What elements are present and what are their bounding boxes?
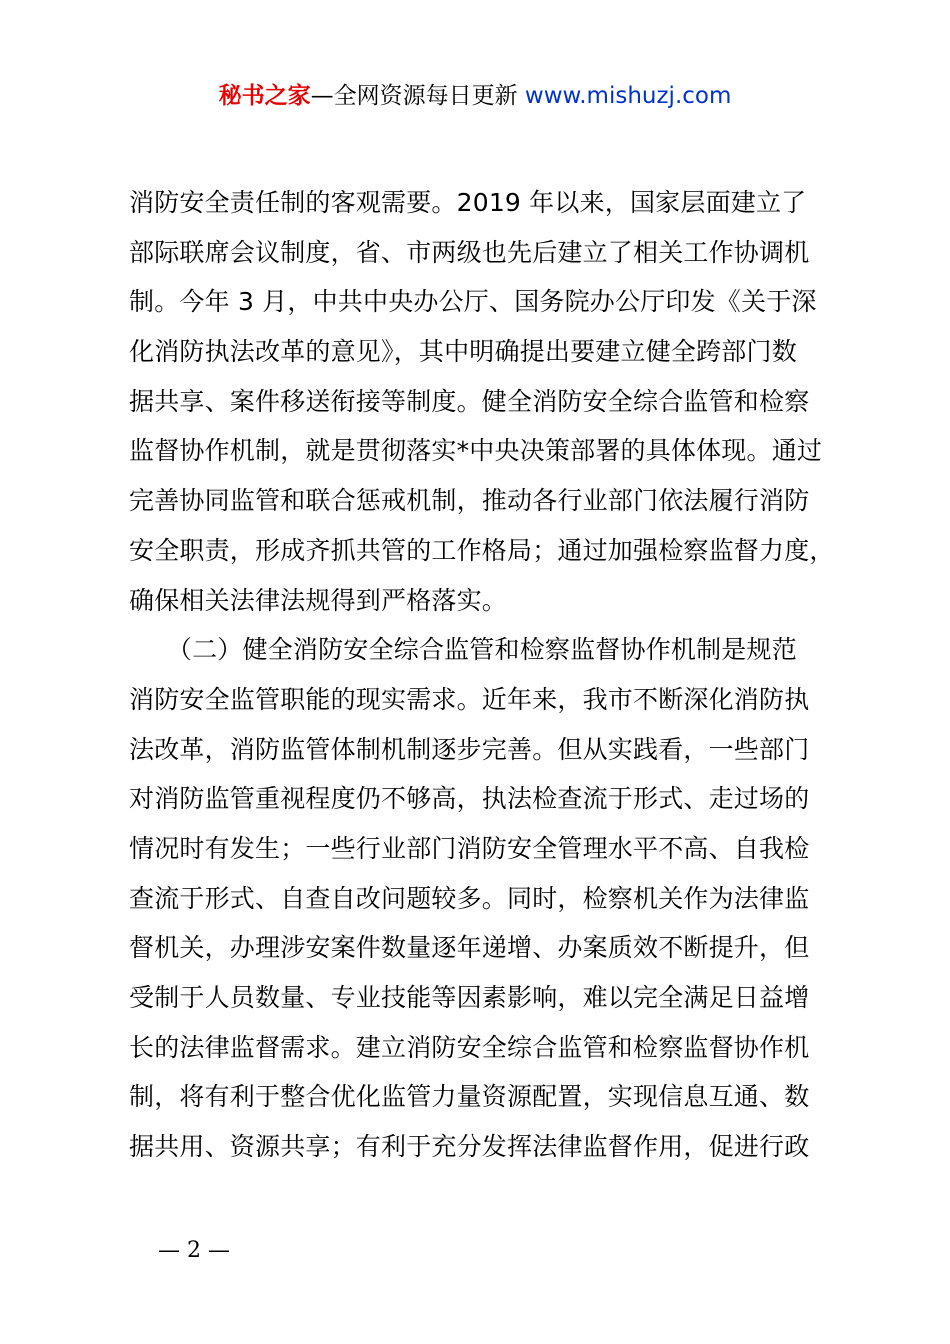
- text-line: 查流于形式、自查自改问题较多。同时，检察机关作为法律监: [129, 883, 810, 913]
- text-line: 消防安全责任制的客观需要。2019 年以来，国家层面建立了: [129, 188, 807, 217]
- text-line: 法改革，消防监管体制机制逐步完善。但从实践看，一些部门: [129, 734, 810, 764]
- text-line: 督机关，办理涉安案件数量逐年递增、办案质效不断提升，但: [129, 933, 810, 963]
- text-line: 化消防执法改革的意见》，其中明确提出要建立健全跨部门数: [129, 337, 797, 367]
- text-line: 对消防监管重视程度仍不够高，执法检查流于形式、走过场的: [129, 784, 810, 814]
- text-line: 受制于人员数量、专业技能等因素影响，难以完全满足日益增: [129, 983, 810, 1012]
- text-line: 据共用、资源共享；有利于充分发挥法律监督作用，促进行政: [129, 1132, 810, 1162]
- text-line: 消防安全监管职能的现实需求。近年来，我市不断深化消防执: [129, 684, 810, 714]
- text-line: 制，将有利于整合优化监管力量资源配置，实现信息互通、数: [129, 1082, 810, 1112]
- text-line: 部际联席会议制度，省、市两级也先后建立了相关工作协调机: [129, 237, 810, 267]
- text-line: 监督协作机制，就是贯彻落实*中央决策部署的具体体现。通过: [129, 436, 823, 466]
- text-line: 安全职责，形成齐抓共管的工作格局；通过加强检察监督力度，: [129, 535, 835, 565]
- header-brand: 秘书之家: [218, 83, 311, 109]
- text-line: 长的法律监督需求。建立消防安全综合监管和检察监督协作机: [129, 1032, 810, 1062]
- text-line: 据共享、案件移送衔接等制度。健全消防安全综合监管和检察: [129, 386, 810, 416]
- text-line: 完善协同监管和联合惩戒机制，推动各行业部门依法履行消防: [129, 486, 810, 516]
- page-header: [0, 80, 950, 112]
- text-line: 确保相关法律法规得到严格落实。: [129, 585, 508, 615]
- page-number: — 2 —: [158, 1238, 230, 1263]
- header-site-link[interactable]: www.mishuzj.com: [524, 83, 732, 109]
- document-body: [129, 178, 841, 1172]
- text-line: 情况时有发生；一些行业部门消防安全管理水平不高、自我检: [129, 833, 810, 863]
- header-slogan: —全网资源每日更新: [310, 83, 518, 109]
- text-line: 制。今年 3 月，中共中央办公厅、国务院办公厅印发《关于深: [129, 287, 817, 317]
- section-heading-line: （二）健全消防安全综合监管和检察监督协作机制是规范: [129, 635, 797, 665]
